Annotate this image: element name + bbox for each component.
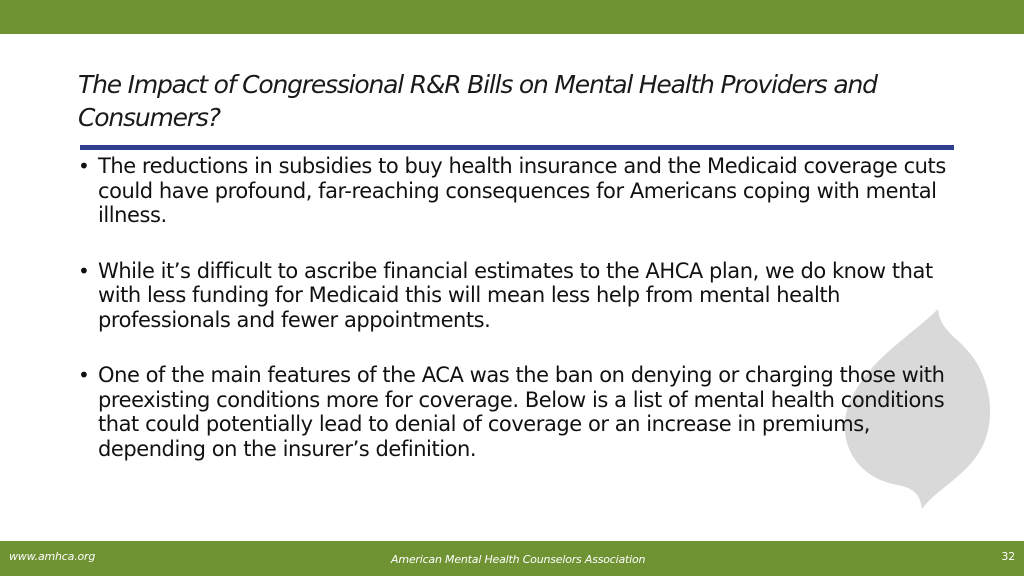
bullet-text: One of the main features of the ACA was the ban on denying or charging those with preexisting conditions more for coverage. Below is a list of mental health conditions that could potentially lead to denial of coverage or an increase in premiums, depending on the insurer’s definition. — [98, 363, 945, 461]
footer-website: www.amhca.org — [9, 550, 96, 563]
page-number: 32 — [1001, 550, 1015, 563]
bullet-item — [76, 154, 956, 228]
top-accent-bar — [0, 0, 1024, 34]
footer-bar — [0, 541, 1024, 576]
bullet-item — [76, 259, 956, 333]
bullet-marker: • — [78, 258, 90, 283]
bullet-text: The reductions in subsidies to buy health insurance and the Medicaid coverage cuts could have profound, far-reaching consequences for Americans coping with mental illness. — [98, 154, 946, 227]
slide-title: The Impact of Congressional R&R Bills on Mental Health Providers and Consumers? — [78, 70, 877, 132]
bullet-item — [76, 363, 956, 461]
bullet-list — [76, 154, 956, 492]
bullet-marker: • — [78, 363, 90, 387]
bullet-marker: • — [78, 154, 90, 178]
footer-organization: American Mental Health Counselors Association — [391, 553, 646, 566]
bullet-text: While it’s difficult to ascribe financial estimates to the AHCA plan, we do know that with less funding for Medicaid this will mean less help from mental health professionals and fewer appointments. — [98, 258, 933, 332]
title-underline — [80, 145, 954, 150]
